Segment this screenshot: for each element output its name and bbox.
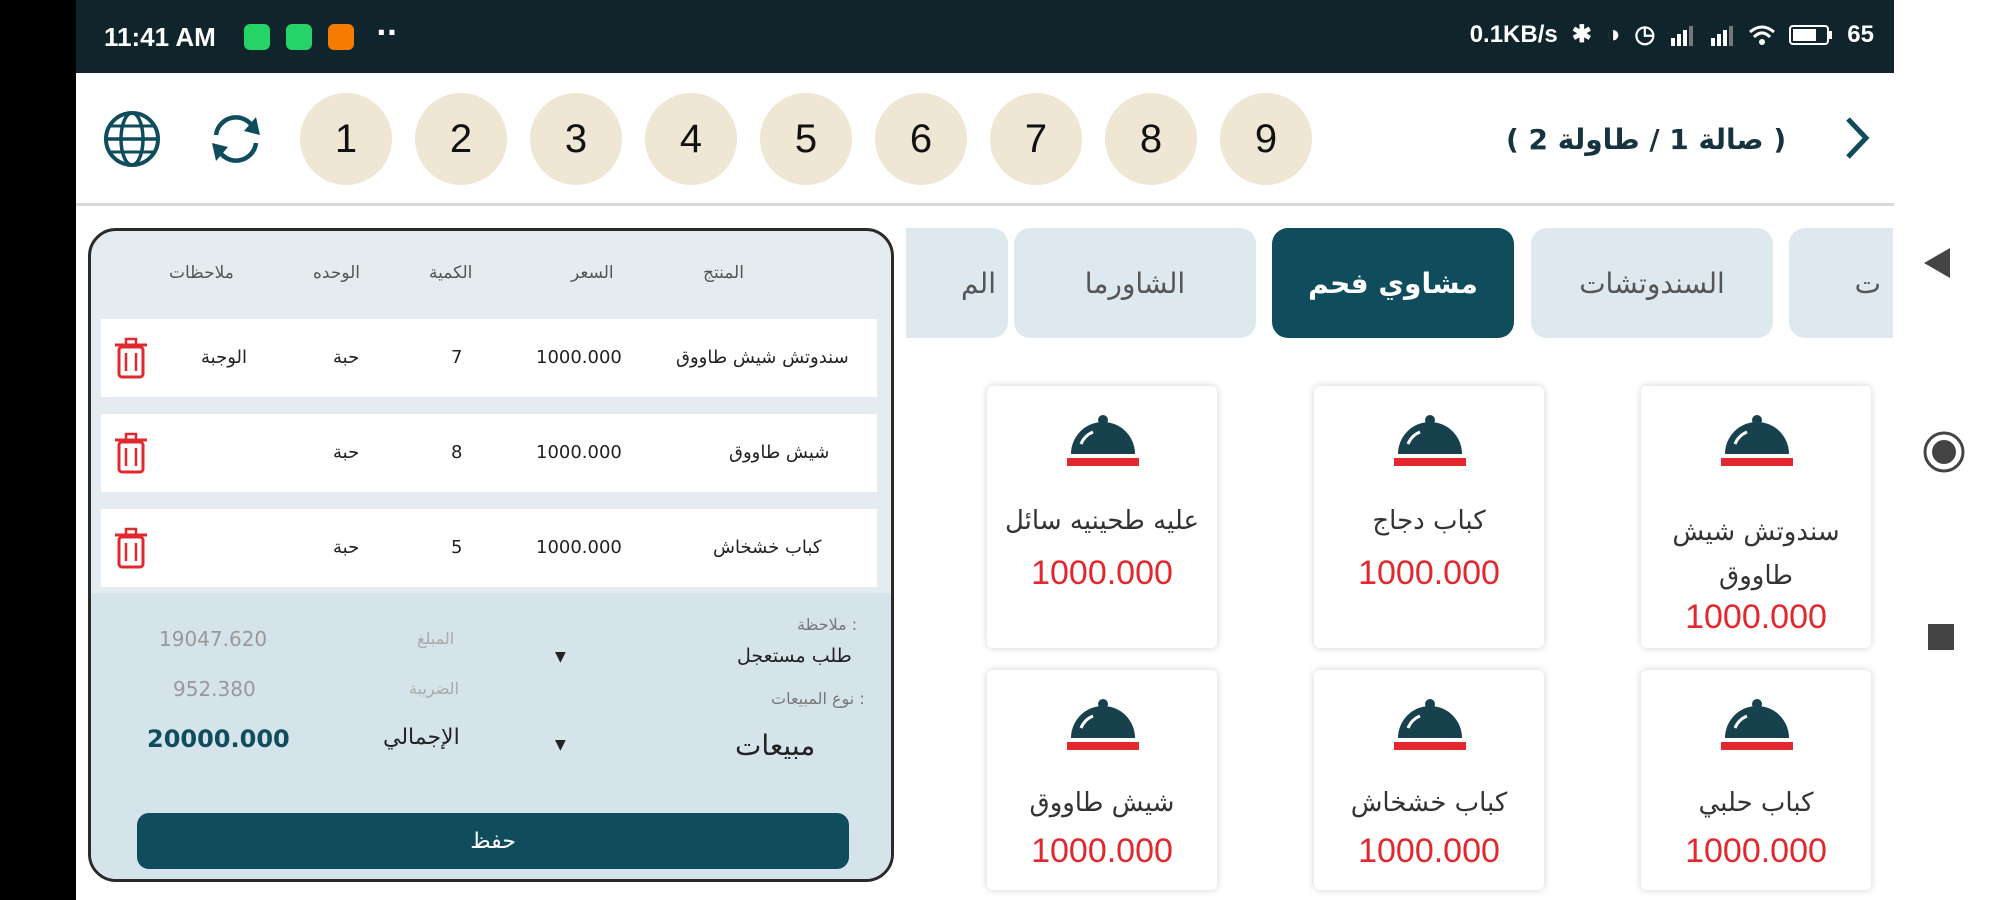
table-number-4[interactable]: 4: [645, 93, 737, 185]
status-time: 11:41 AM: [104, 22, 216, 52]
toolbar: [76, 73, 1894, 206]
category-tab-charcoal-grills[interactable]: مشاوي فحم: [1272, 228, 1514, 338]
home-icon[interactable]: [1922, 430, 1966, 474]
table-number-6[interactable]: 6: [875, 93, 967, 185]
order-row[interactable]: [101, 319, 877, 397]
product-name: شيش طاووق: [1029, 788, 1175, 818]
row-qty: 7: [451, 347, 463, 368]
bluetooth-icon: ✱: [1571, 21, 1592, 48]
product-card[interactable]: [1314, 670, 1544, 890]
net-speed: 0.1KB/s: [1469, 20, 1558, 48]
whatsapp-icon: [244, 24, 270, 50]
amount-value: 19047.620: [159, 627, 268, 651]
trash-icon[interactable]: [113, 527, 149, 569]
table-number-1[interactable]: 1: [300, 93, 392, 185]
battery-icon: [1789, 24, 1833, 46]
row-qty: 5: [451, 537, 463, 558]
row-unit: حبة: [333, 537, 360, 558]
dish-cloche-icon: [1067, 414, 1139, 472]
android-nav-bar: [1894, 0, 2003, 900]
whatsapp-business-icon: [286, 24, 312, 50]
category-tab-partial-right[interactable]: ت: [1789, 228, 1893, 338]
row-product: سندوتش شيش طاووق: [676, 347, 849, 368]
app-screen: [76, 0, 1894, 900]
product-card[interactable]: [1314, 386, 1544, 648]
dish-cloche-icon: [1394, 414, 1466, 472]
globe-icon[interactable]: [102, 109, 162, 169]
chevron-right-icon[interactable]: [1836, 113, 1876, 163]
table-number-7[interactable]: 7: [990, 93, 1082, 185]
category-tab-sandwiches[interactable]: السندوتشات: [1531, 228, 1773, 338]
dish-cloche-icon: [1721, 414, 1793, 472]
product-name: كباب خشخاش: [1350, 788, 1508, 818]
status-right: [1470, 20, 1874, 49]
signal-icon: [1669, 24, 1695, 46]
trash-icon[interactable]: [113, 337, 149, 379]
product-name: عليه طحينيه سائل: [1004, 506, 1200, 536]
back-icon[interactable]: [1922, 246, 1952, 280]
refresh-icon[interactable]: [206, 109, 266, 169]
sales-type-dropdown-icon[interactable]: ▼: [555, 737, 566, 753]
tax-label: الضريبة: [409, 679, 459, 698]
dish-cloche-icon: [1394, 698, 1466, 756]
table-number-2[interactable]: 2: [415, 93, 507, 185]
row-price: 1000.000: [536, 537, 622, 558]
more-notifications-icon: ··: [376, 16, 398, 49]
product-price: 1000.000: [1358, 554, 1500, 592]
table-number-5[interactable]: 5: [760, 93, 852, 185]
save-button[interactable]: حفظ: [137, 813, 849, 869]
header-unit: الوحده: [313, 263, 361, 283]
row-unit: حبة: [333, 442, 360, 463]
total-value: 20000.000: [147, 725, 290, 753]
row-product: شيش طاووق: [729, 442, 830, 463]
row-price: 1000.000: [536, 347, 622, 368]
order-row[interactable]: [101, 414, 877, 492]
sales-type-label: نوع المبيعات :: [771, 689, 865, 708]
product-name: كباب حلبي: [1698, 788, 1814, 818]
vibrate-icon: ◑: [1605, 20, 1621, 48]
product-price: 1000.000: [1031, 832, 1173, 870]
product-card[interactable]: [1641, 386, 1871, 648]
product-price: 1000.000: [1031, 554, 1173, 592]
product-price: 1000.000: [1685, 832, 1827, 870]
note-input[interactable]: طلب مستعجل: [737, 645, 852, 667]
product-name: كباب دجاج: [1372, 506, 1486, 536]
product-price: 1000.000: [1358, 832, 1500, 870]
table-number-8[interactable]: 8: [1105, 93, 1197, 185]
order-panel: [88, 228, 894, 882]
row-qty: 8: [451, 442, 463, 463]
battery-level: 65: [1847, 20, 1874, 48]
table-number-9[interactable]: 9: [1220, 93, 1312, 185]
recents-icon[interactable]: [1926, 622, 1956, 652]
product-price: 1000.000: [1685, 598, 1827, 636]
product-card[interactable]: [1641, 670, 1871, 890]
order-row[interactable]: [101, 509, 877, 587]
category-tab-partial-left[interactable]: الم: [906, 228, 1008, 338]
product-card[interactable]: [987, 670, 1217, 890]
category-tab-shawarma[interactable]: الشاورما: [1014, 228, 1256, 338]
row-note: الوجبة: [201, 347, 247, 368]
table-title: ( صالة 1 / طاولة 2 ): [1506, 123, 1787, 156]
note-dropdown-icon[interactable]: ▼: [555, 649, 566, 665]
amount-label: المبلغ: [417, 629, 455, 648]
product-name: سندوتش شيش طاووق: [1672, 517, 1840, 591]
dish-cloche-icon: [1067, 698, 1139, 756]
header-product: المنتج: [703, 263, 744, 283]
wifi-icon: [1749, 24, 1775, 46]
trash-icon[interactable]: [113, 432, 149, 474]
row-unit: حبة: [333, 347, 360, 368]
total-label: الإجمالي: [383, 725, 460, 750]
row-product: كباب خشخاش: [713, 537, 822, 558]
app-notification-icon: [328, 24, 354, 50]
row-price: 1000.000: [536, 442, 622, 463]
status-bar: [76, 0, 1894, 73]
dish-cloche-icon: [1721, 698, 1793, 756]
product-card[interactable]: [987, 386, 1217, 648]
header-qty: الكمية: [429, 263, 473, 283]
note-label: ملاحظة :: [797, 615, 858, 634]
sales-type-select[interactable]: مبيعات: [735, 729, 816, 762]
signal-icon-2: [1709, 24, 1735, 46]
table-number-3[interactable]: 3: [530, 93, 622, 185]
header-notes: ملاحظات: [169, 263, 234, 283]
header-price: السعر: [571, 263, 614, 283]
tax-value: 952.380: [173, 677, 256, 701]
alarm-icon: ◷: [1634, 21, 1656, 48]
